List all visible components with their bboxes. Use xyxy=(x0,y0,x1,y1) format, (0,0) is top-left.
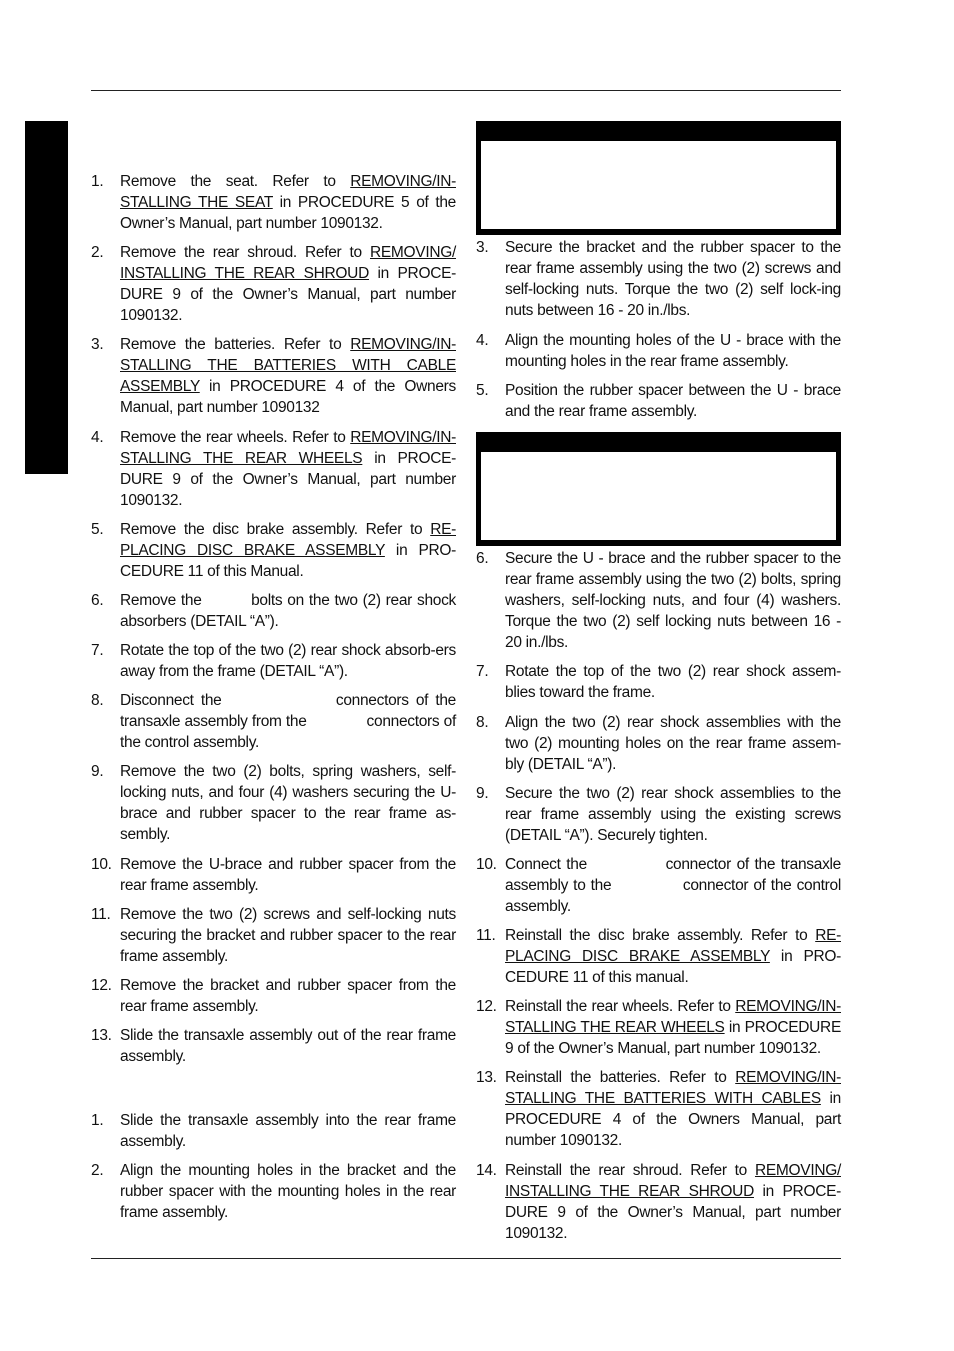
section-tab xyxy=(25,121,68,474)
item-text: Reinstall the batteries. Refer to REMOVING/IN-STALLING THE BATTERIES WITH CABLES in PROCEDURE 4 of the Owners Manual, part number 1090132. xyxy=(505,1069,841,1149)
item-text: Rotate the top of the two (2) rear shock absorb-ers away from the frame (DETAIL “A”). xyxy=(120,642,456,680)
item-number: 3. xyxy=(476,239,489,256)
procedure-reference: REMOVING/IN-STALLING THE BATTERIES WITH CABLE ASSEMBLY xyxy=(120,336,456,395)
item-number: 8. xyxy=(91,692,104,709)
list-item xyxy=(91,171,456,234)
list-item xyxy=(476,330,841,372)
item-text: Remove the rear shroud. Refer to REMOVING/ INSTALLING THE REAR SHROUD in PROCE-DURE 9 of the Owner’s Manual, part number 1090132. xyxy=(120,244,456,324)
list-item xyxy=(91,334,456,418)
procedure-reference: REMOVING/ INSTALLING THE REAR SHROUD xyxy=(505,1162,841,1200)
item-number: 3. xyxy=(91,336,104,353)
item-text: Reinstall the rear shroud. Refer to REMOVING/ INSTALLING THE REAR SHROUD in PROCE-DURE 9 of the Owner’s Manual, part number 1090132. xyxy=(505,1162,841,1242)
caution-box-body xyxy=(481,141,836,229)
item-text: Align the mounting holes of the U - brace with the mounting holes in the rear frame assembly. xyxy=(505,332,841,370)
header-rule xyxy=(91,90,841,91)
item-number: 14. xyxy=(476,1162,497,1179)
list-item xyxy=(476,548,841,653)
item-number: 11. xyxy=(476,927,496,944)
list-item xyxy=(91,854,456,896)
item-text: Align the mounting holes in the bracket and the rubber spacer with the mounting holes in the rear frame assembly. xyxy=(120,1162,456,1221)
item-text: Position the rubber spacer between the U - brace and the rear frame assembly. xyxy=(505,382,841,420)
procedure-reference: REMOVING/ INSTALLING THE REAR SHROUD xyxy=(120,244,456,282)
item-text: Remove the two (2) bolts, spring washers, self-locking nuts, and four (4) washers securing the U-brace and rubber spacer to the rear frame as-sembly. xyxy=(120,763,456,843)
item-number: 4. xyxy=(476,332,489,349)
item-text: Remove the two (2) screws and self-locking nuts securing the bracket and rubber spacer to the rear frame assembly. xyxy=(120,906,456,965)
list-item xyxy=(476,712,841,775)
item-number: 13. xyxy=(476,1069,497,1086)
footer-rule xyxy=(91,1258,841,1259)
item-text: Slide the transaxle assembly into the rear frame assembly. xyxy=(120,1112,456,1150)
list-item xyxy=(476,996,841,1059)
list-item xyxy=(476,783,841,846)
list-item xyxy=(91,519,456,582)
list-item xyxy=(91,904,456,967)
list-item xyxy=(91,1110,456,1152)
item-number: 9. xyxy=(91,763,104,780)
list-item xyxy=(476,661,841,703)
procedure-reference: REMOVING/IN-STALLING THE REAR WHEELS xyxy=(120,429,456,467)
caution-box xyxy=(476,121,841,235)
item-text: Secure the two (2) rear shock assemblies to the rear frame assembly using the existing screws (DETAIL “A”). Securely tighten. xyxy=(505,785,841,844)
list-item xyxy=(476,1067,841,1151)
procedure-reference: RE-PLACING DISC BRAKE ASSEMBLY xyxy=(120,521,456,559)
item-number: 1. xyxy=(91,1112,104,1129)
list-item xyxy=(476,925,841,988)
item-number: 7. xyxy=(476,663,489,680)
list-item xyxy=(91,242,456,326)
procedure-reference: REMOVING/IN-STALLING THE SEAT xyxy=(120,173,456,211)
list-item xyxy=(91,1160,456,1223)
item-text: Remove the U-brace and rubber spacer from the rear frame assembly. xyxy=(120,856,456,894)
list-item xyxy=(91,761,456,845)
list-item xyxy=(91,690,461,753)
item-text: Align the two (2) rear shock assemblies with the two (2) mounting holes on the rear frame assem-bly (DETAIL “A”). xyxy=(505,714,841,773)
item-number: 13. xyxy=(91,1027,112,1044)
item-text: Rotate the top of the two (2) rear shock assem-blies toward the frame. xyxy=(505,663,841,701)
item-text: Remove the batteries. Refer to REMOVING/IN-STALLING THE BATTERIES WITH CABLE ASSEMBLY in PROCEDURE 4 of the Owners Manual, part number 1090132 xyxy=(120,336,456,416)
item-text: Reinstall the disc brake assembly. Refer to RE-PLACING DISC BRAKE ASSEMBLY in PRO-CEDURE 11 of this manual. xyxy=(505,927,841,986)
item-text: Remove the disc brake assembly. Refer to RE-PLACING DISC BRAKE ASSEMBLY in PRO-CEDURE 11 of this Manual. xyxy=(120,521,456,580)
list-item xyxy=(91,590,461,632)
item-number: 1. xyxy=(91,173,104,190)
item-text: Secure the bracket and the rubber spacer to the rear frame assembly using the two (2) screws and self-locking nuts. Torque the two (2) self lock-ing nuts between 16 - 20 in./lbs. xyxy=(505,239,841,319)
item-text: Remove the bracket and rubber spacer from the rear frame assembly. xyxy=(120,977,456,1015)
warning-box-body xyxy=(481,452,836,540)
item-number: 2. xyxy=(91,1162,104,1179)
item-number: 6. xyxy=(91,592,104,609)
list-item xyxy=(476,380,841,422)
procedure-reference: REMOVING/IN-STALLING THE BATTERIES WITH CABLES xyxy=(505,1069,841,1107)
list-item xyxy=(476,237,841,321)
item-number: 12. xyxy=(476,998,497,1015)
item-text: Disconnect the connectors of the transaxle assembly from the connectors of the control assembly. xyxy=(120,692,461,751)
list-item xyxy=(91,975,456,1017)
item-number: 11. xyxy=(91,906,111,923)
item-number: 12. xyxy=(91,977,112,994)
list-item xyxy=(476,1160,841,1244)
item-number: 5. xyxy=(91,521,104,538)
item-text: Remove the bolts on the two (2) rear shock absorbers (DETAIL “A”). xyxy=(120,592,461,630)
item-text: Reinstall the rear wheels. Refer to REMOVING/IN-STALLING THE REAR WHEELS in PROCEDURE 9 of the Owner’s Manual, part number 1090132. xyxy=(505,998,841,1057)
list-item xyxy=(91,427,456,511)
item-number: 10. xyxy=(476,856,497,873)
item-number: 5. xyxy=(476,382,489,399)
item-number: 4. xyxy=(91,429,104,446)
item-number: 2. xyxy=(91,244,104,261)
warning-box xyxy=(476,432,841,546)
item-text: Secure the U - brace and the rubber spacer to the rear frame assembly using the two (2) bolts, spring washers, self-locking nuts, and four (4) washers. Torque the two (2) self locking nuts between 16 - 20 in./lbs. xyxy=(505,550,841,651)
list-item xyxy=(91,640,456,682)
procedure-reference: REMOVING/IN-STALLING THE REAR WHEELS xyxy=(505,998,841,1036)
item-text: Remove the seat. Refer to REMOVING/IN-STALLING THE SEAT in PROCEDURE 5 of the Owner’s Manual, part number 1090132. xyxy=(120,173,456,232)
item-text: Remove the rear wheels. Refer to REMOVING/IN-STALLING THE REAR WHEELS in PROCE-DURE 9 of the Owner’s Manual, part number 1090132. xyxy=(120,429,456,509)
item-text: Connect the connector of the transaxle assembly to the connector of the control assembly. xyxy=(505,856,846,915)
item-number: 8. xyxy=(476,714,489,731)
item-number: 9. xyxy=(476,785,489,802)
item-number: 7. xyxy=(91,642,104,659)
procedure-reference: RE-PLACING DISC BRAKE ASSEMBLY xyxy=(505,927,841,965)
list-item xyxy=(91,1025,456,1067)
item-number: 10. xyxy=(91,856,112,873)
item-number: 6. xyxy=(476,550,489,567)
item-text: Slide the transaxle assembly out of the rear frame assembly. xyxy=(120,1027,456,1065)
list-item xyxy=(476,854,846,917)
